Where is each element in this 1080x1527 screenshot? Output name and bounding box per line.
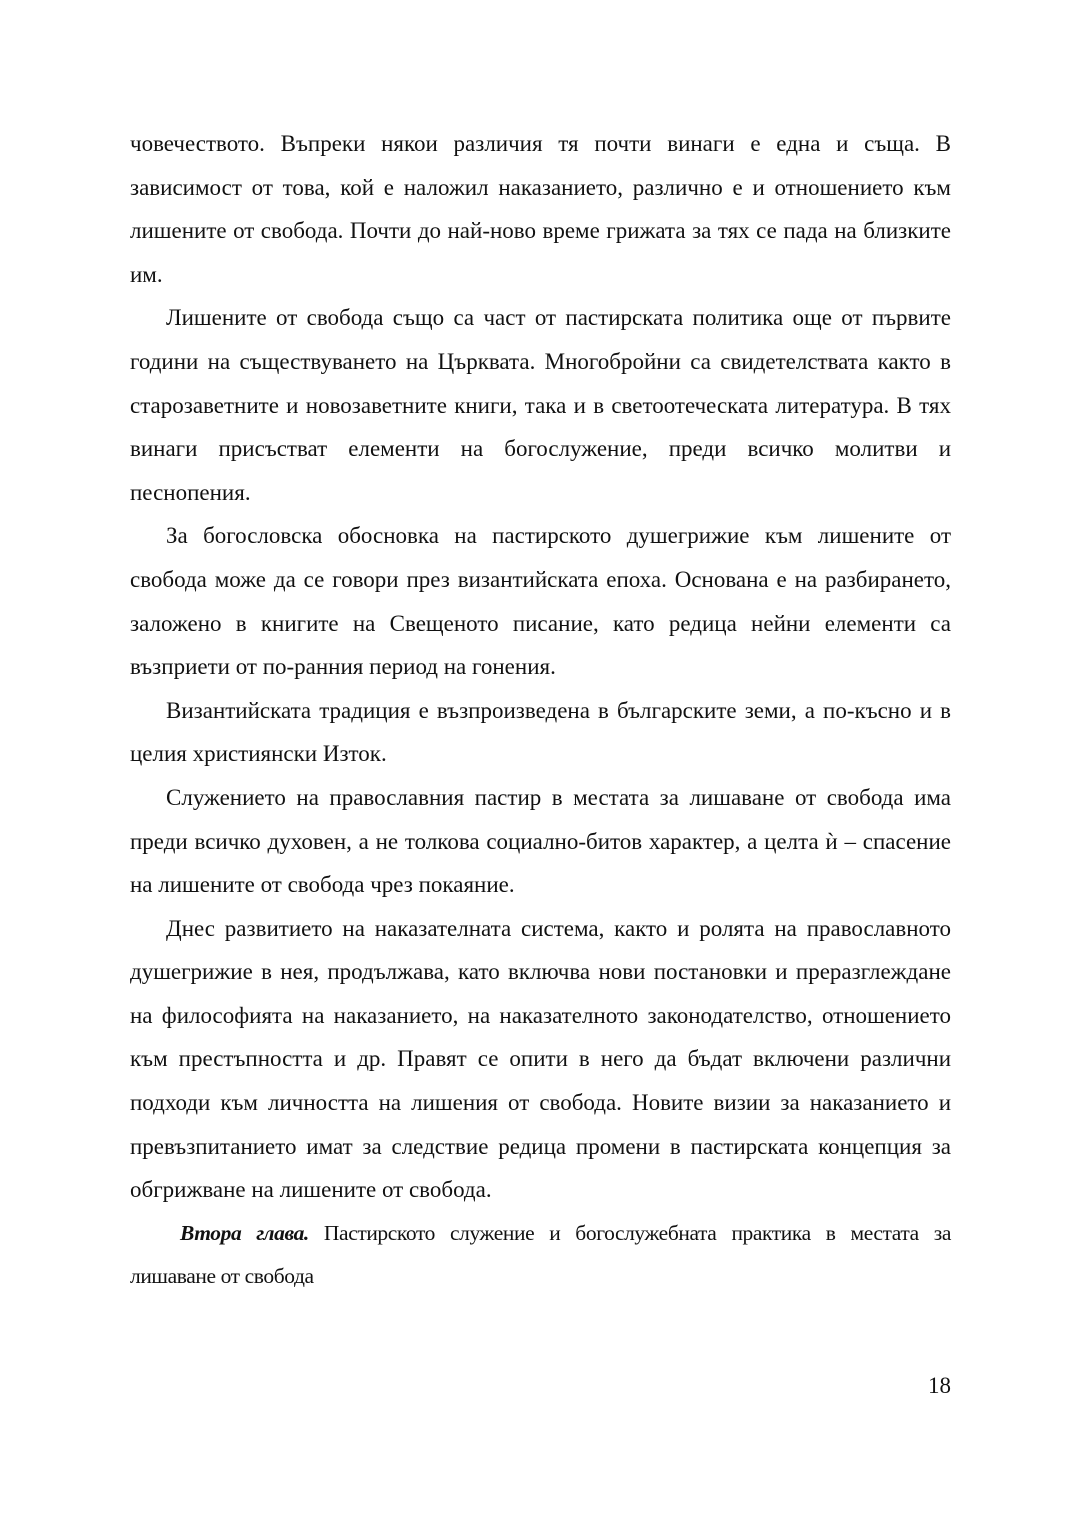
chapter-label: Втора глава. xyxy=(180,1220,309,1245)
paragraph: Днес развитието на наказателната система, както и ролята на православното душегрижие в нея, продължава, като включва нови постановки и преразглеждане на философията на наказанието, на наказателното законодателство, отношението към престъпността и др. Правят се опити в него да бъдат включени различни подходи към личността на лишения от свобода. Новите визии за наказанието и превъзпитанието имат за следствие редица промени в пастирската концепция за обгрижване на лишените от свобода. xyxy=(130,915,951,1203)
paragraph: Служението на православния пастир в местата за лишаване от свобода има преди всичко духовен, а не толкова социално-битов характер, а целта ѝ – спасение на лишените от свобода чрез покаяние. xyxy=(130,784,951,898)
paragraph-continuation: човечеството. Въпреки някои различия тя почти винаги е една и съща. В зависимост от това, кой е наложил наказанието, различно е и отношението към лишените от свобода. Почти до най-ново време грижата за тях се пада на близките им. xyxy=(130,131,951,287)
paragraph: За богословска обосновка на пастирското душегрижие към лишените от свобода може да се говори през византийската епоха. Основана е на разбирането, заложено в книгите на Свещеното писание, като редица нейни елементи са възприети от по-ранния период на гонения. xyxy=(130,523,951,680)
paragraph: Лишените от свобода също са част от пастирската политика още от първите години на съществуването на Църквата. Многобройни са свидетелствата както в старозаветните и новозаветните книги, така и в светоотеческата литература. В тях винаги присъстват елементи на богослужение, преди всичко молитви и песнопения. xyxy=(130,305,951,505)
chapter-heading xyxy=(130,1212,951,1299)
page-body xyxy=(130,122,951,1299)
page-number: 18 xyxy=(928,1373,951,1398)
paragraph: Византийската традиция е възпроизведена в българските земи, а по-късно и в целия християнски Изток. xyxy=(130,697,951,767)
chapter-title: Пастирското служение и богослужебната практика в местата за лишаване от свобода xyxy=(130,1220,952,1289)
